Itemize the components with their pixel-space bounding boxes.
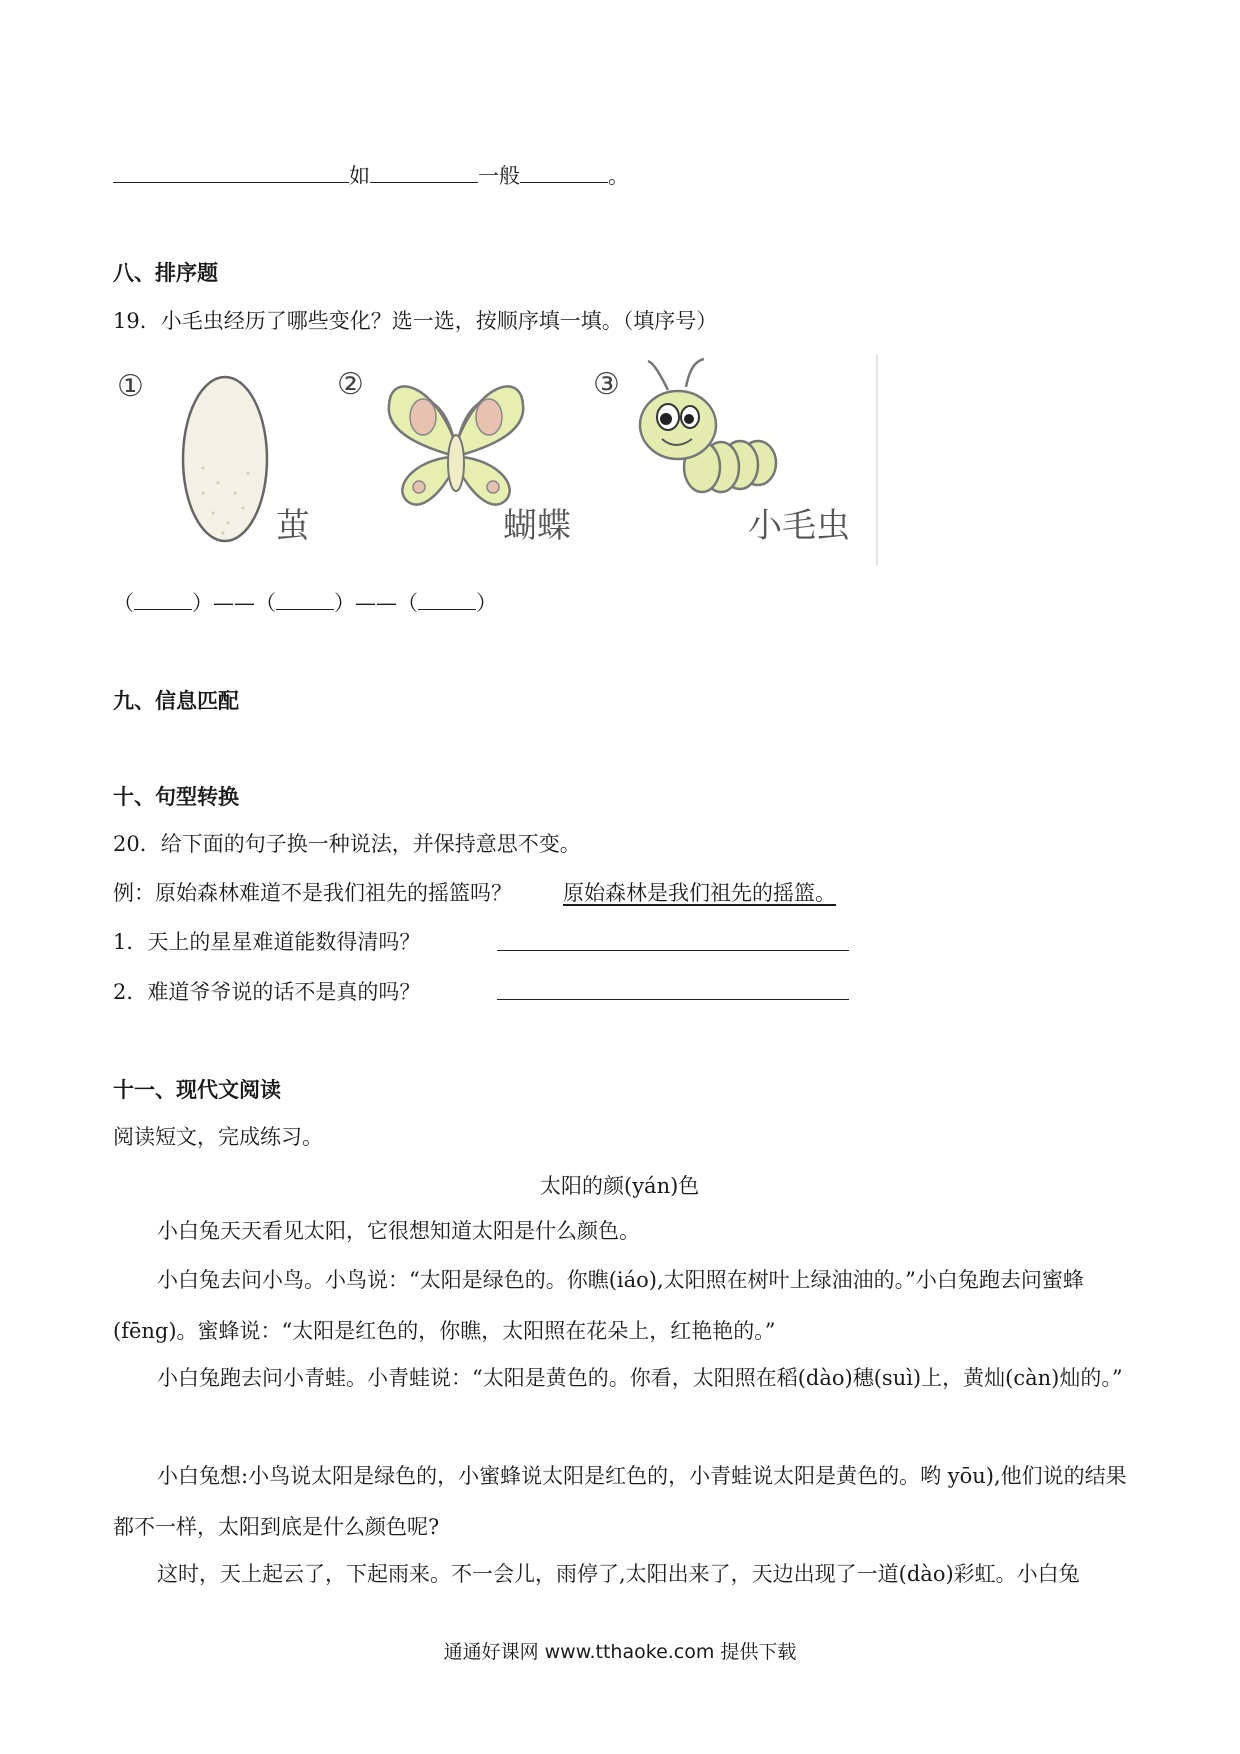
item-number: ② [337, 367, 364, 402]
caterpillar-label: 小毛虫 [748, 506, 850, 546]
answer-blank[interactable] [370, 162, 478, 183]
section-heading-8: 八、排序题 [113, 261, 218, 285]
item-number: ① [117, 369, 144, 404]
question-20: 20．给下面的句子换一种说法，并保持意思不变。 [113, 832, 581, 856]
answer-blank[interactable] [113, 162, 349, 183]
passage-paragraph: 小白兔天天看见太阳，它很想知道太阳是什么颜色。 [157, 1219, 640, 1243]
example-answer: 原始森林是我们祖先的摇篮。 [563, 881, 836, 905]
passage-paragraph: 这时，天上起云了，下起雨来。不一会儿，雨停了,太阳出来了，天边出现了一道(dào)彩虹。小白兔 [157, 1562, 1080, 1586]
passage-paragraph: 小白兔去问小鸟。小鸟说：“太阳是绿色的。你瞧(iáo),太阳照在树叶上绿油油的。”小白兔跑去问蜜蜂(fēng)。蜜蜂说：“太阳是红色的，你瞧，太阳照在花朵上，红艳艳的。” [113, 1268, 1084, 1343]
exercise-item-1: 1．天上的星星难道能数得清吗？ [113, 930, 421, 954]
item-number: ③ [593, 367, 620, 402]
answer-line-1[interactable] [497, 950, 849, 951]
order-answer-line: （ ）——（ ）——（ ） [113, 591, 497, 615]
lifecycle-figure [113, 355, 878, 565]
order-blank-1[interactable] [134, 589, 192, 610]
page-footer: 通通好课网 www.tthaoke.com 提供下载 [443, 1641, 797, 1663]
passage-title: 太阳的颜(yán)色 [540, 1174, 700, 1198]
example-prefix: 例：原始森林难道不是我们祖先的摇篮吗？ [113, 881, 512, 905]
reading-instruction: 阅读短文，完成练习。 [113, 1125, 323, 1149]
caterpillar-icon [628, 355, 783, 495]
section-heading-10: 十、句型转换 [113, 785, 239, 809]
passage-paragraph: 小白兔想:小鸟说太阳是绿色的，小蜜蜂说太阳是红色的，小青蛙说太阳是黄色的。哟 yōu),他们说的结果都不一样，太阳到底是什么颜色呢? [113, 1464, 1127, 1539]
cocoon-label: 茧 [276, 506, 310, 546]
fill-in-line: 如 一般 。 [113, 160, 629, 190]
order-blank-2[interactable] [276, 589, 334, 610]
passage-paragraph: 小白兔跑去问小青蛙。小青蛙说：“太阳是黄色的。你看，太阳照在稻(dào)穗(suì)上，黄灿(càn)灿的。” [157, 1366, 1123, 1390]
question-19: 19．小毛虫经历了哪些变化？选一选，按顺序填一填。（填序号） [113, 309, 718, 333]
figure-border [876, 355, 878, 565]
section-heading-11: 十一、现代文阅读 [113, 1078, 281, 1102]
cocoon-icon [173, 373, 283, 548]
exercise-item-2: 2．难道爷爷说的话不是真的吗？ [113, 980, 421, 1004]
section-heading-9: 九、信息匹配 [113, 689, 239, 713]
answer-line-2[interactable] [497, 999, 849, 1000]
butterfly-label: 蝴蝶 [503, 506, 571, 546]
answer-blank[interactable] [520, 162, 608, 183]
order-blank-3[interactable] [418, 589, 476, 610]
